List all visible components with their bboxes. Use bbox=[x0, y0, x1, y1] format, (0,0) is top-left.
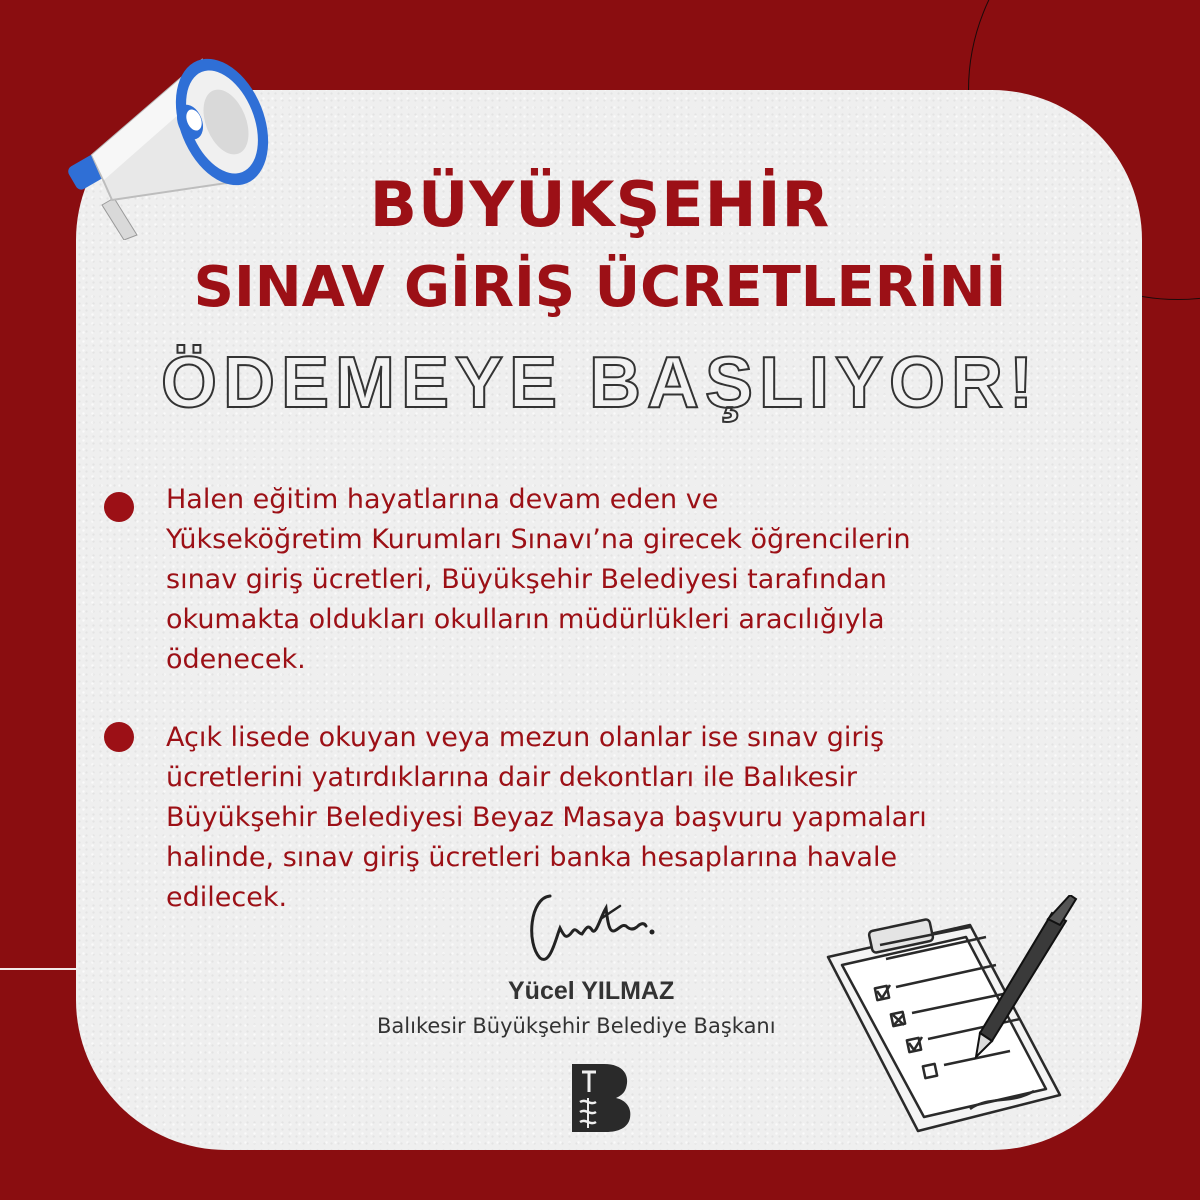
headline-line-3: ÖDEMEYE BAŞLIYOR! bbox=[160, 343, 1040, 423]
bullet-dot bbox=[104, 492, 134, 522]
municipality-logo-icon bbox=[568, 1062, 634, 1134]
paragraph-line: edilecek. bbox=[166, 882, 288, 913]
paragraph-line: halinde, sınav giriş ücretleri banka hesaplarına havale bbox=[166, 842, 898, 873]
handwritten-signature bbox=[520, 888, 660, 968]
paragraph-line: ücretlerini yatırdıklarına dair dekontları ile Balıkesir bbox=[166, 762, 857, 793]
bullet-dot bbox=[104, 722, 134, 752]
mayor-name: Yücel YILMAZ bbox=[508, 977, 675, 1005]
paragraph-line: okumakta oldukları okulların müdürlükleri aracılığıyla bbox=[166, 604, 885, 635]
paragraph-line: sınav giriş ücretleri, Büyükşehir Belediyesi tarafından bbox=[166, 564, 887, 595]
headline-line-1: BÜYÜKŞEHİR bbox=[369, 168, 831, 241]
bullet-paragraph-1 bbox=[166, 480, 1146, 680]
paragraph-line: Büyükşehir Belediyesi Beyaz Masaya başvuru yapmaları bbox=[166, 802, 927, 833]
headline-line-2: SINAV GİRİŞ ÜCRETLERİNİ bbox=[193, 255, 1007, 320]
mayor-title: Balıkesir Büyükşehir Belediye Başkanı bbox=[377, 1014, 776, 1038]
paragraph-line: Halen eğitim hayatlarına devam eden ve bbox=[166, 484, 719, 515]
paragraph-line: ödenecek. bbox=[166, 644, 306, 675]
paragraph-line: Açık lisede okuyan veya mezun olanlar ise sınav giriş bbox=[166, 722, 885, 753]
paragraph-line: Yükseköğretim Kurumları Sınavı’na girecek öğrencilerin bbox=[166, 524, 911, 555]
clipboard-checklist-icon bbox=[820, 895, 1080, 1135]
